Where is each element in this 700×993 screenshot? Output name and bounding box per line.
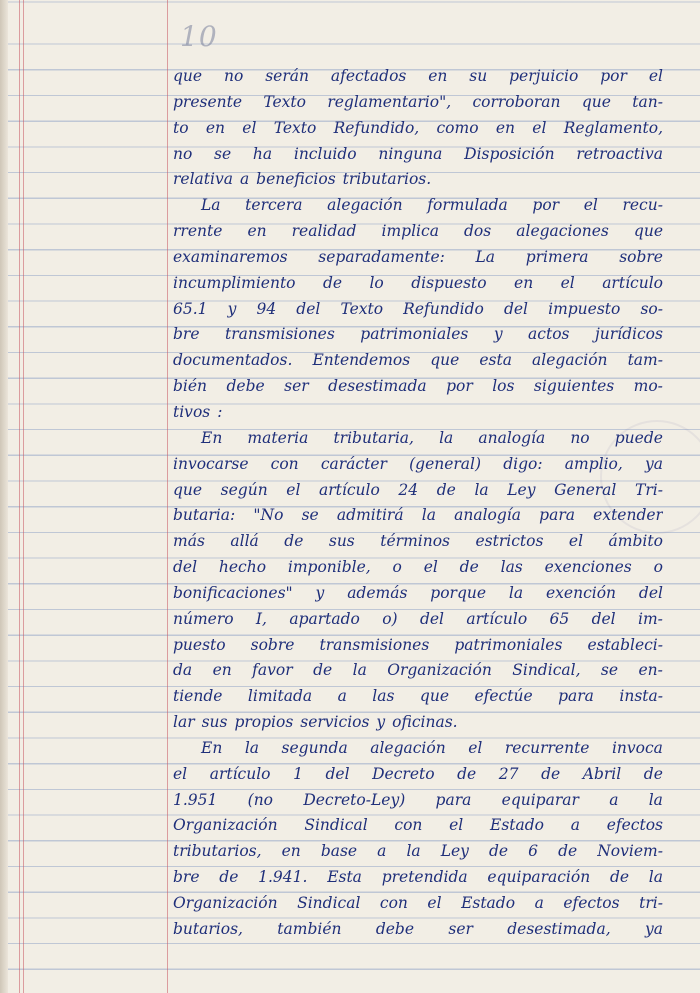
binding-edge [0, 0, 8, 993]
text-word: Texto [273, 118, 317, 137]
text-word: la [244, 738, 260, 757]
text-line [173, 555, 663, 581]
text-word: del [503, 299, 529, 318]
text-word: del [173, 558, 198, 577]
text-word: el [427, 894, 442, 912]
text-word: el [242, 118, 257, 137]
text-word: to [173, 118, 189, 137]
text-word: que [581, 92, 611, 111]
text-word: de [558, 842, 578, 861]
text-word: estableci- [587, 635, 663, 654]
text-word: de [609, 868, 630, 887]
text-word: jurídicos [594, 325, 663, 344]
text-word: Texto [340, 299, 384, 318]
text-word: también [277, 919, 342, 938]
text-line [173, 219, 663, 245]
handwritten-text [173, 64, 663, 943]
text-word: Ley [507, 480, 536, 499]
text-word: artículo [319, 480, 380, 499]
text-word: y [227, 299, 237, 318]
text-word: bre [173, 325, 200, 344]
text-word: efectúe [474, 687, 533, 706]
text-word: patrimoniales [454, 635, 563, 654]
text-word: por [446, 377, 473, 396]
text-line [173, 452, 663, 478]
text-word: su [469, 67, 488, 85]
text-word: el [583, 196, 598, 215]
text-line [173, 865, 663, 891]
text-word: propios [234, 713, 294, 732]
text-word: artículo [466, 609, 528, 628]
text-word: no [570, 428, 590, 447]
margin-rule [23, 0, 24, 993]
text-word: de [459, 558, 479, 577]
text-word: la [421, 506, 436, 525]
text-word: exención [546, 583, 617, 602]
text-word: de [488, 842, 509, 861]
text-word: butaria: [173, 506, 236, 525]
text-word: en [428, 67, 448, 85]
text-line [173, 167, 663, 193]
text-word: número [173, 609, 234, 628]
text-word: 1.951 [173, 790, 218, 809]
text-word: a [570, 816, 580, 835]
text-word: alegaciones [516, 222, 609, 241]
text-word: a [377, 842, 387, 861]
text-word: lo [369, 273, 384, 292]
text-word: en [205, 118, 225, 137]
text-word: debe [226, 377, 265, 396]
text-word: de [313, 661, 333, 680]
text-word: con [394, 816, 423, 835]
text-word: la [406, 842, 421, 861]
text-word: de [219, 868, 239, 887]
text-word: Sindical [297, 894, 361, 912]
text-word: ha [252, 144, 273, 163]
text-word: actos [528, 325, 570, 344]
text-word: : [217, 402, 223, 421]
text-word: examinaremos [173, 247, 288, 266]
text-word: a [609, 790, 619, 809]
text-word: la [439, 428, 454, 447]
text-word: se [600, 661, 619, 680]
text-word: tam- [627, 351, 663, 370]
text-word: pretendida [381, 868, 468, 887]
text-word: favor [252, 661, 293, 680]
text-word: términos [380, 532, 451, 551]
text-word: debe [375, 919, 415, 938]
text-line [173, 245, 663, 271]
text-word: sobre [250, 635, 295, 654]
text-word: corroboran [472, 92, 561, 111]
text-word: para [435, 790, 472, 809]
text-word: se [301, 506, 319, 525]
text-word: tri- [639, 894, 663, 912]
text-word: extender [593, 506, 663, 525]
text-line [173, 271, 663, 297]
text-word: estrictos [475, 532, 544, 551]
text-word: Tri- [634, 480, 663, 499]
text-line [173, 813, 663, 839]
text-word: da [173, 661, 193, 680]
text-word: y [315, 583, 325, 602]
text-word: afectados [330, 67, 407, 85]
text-word: de [284, 532, 304, 551]
text-word: puede [614, 428, 663, 447]
text-word: incluido [293, 144, 357, 163]
text-word: Esta [327, 868, 362, 887]
text-word: el [449, 816, 464, 835]
text-word: patrimoniales [360, 325, 469, 344]
text-line [173, 891, 663, 917]
text-word: de [643, 764, 663, 783]
text-line [173, 116, 663, 142]
text-word: de [457, 764, 477, 783]
text-word: Estado [490, 816, 544, 835]
text-word: admitirá [336, 506, 404, 525]
text-word: Estado [461, 894, 516, 912]
text-line [173, 710, 663, 736]
text-word: en [514, 273, 534, 292]
text-line [173, 64, 663, 90]
text-word: o [653, 558, 663, 577]
text-word: 6 [528, 842, 539, 861]
text-line [173, 426, 663, 452]
text-word: Texto [263, 92, 306, 111]
text-word: como [436, 118, 479, 137]
text-word: Refundido [403, 299, 484, 318]
text-word: en [212, 661, 232, 680]
text-word: serán [265, 67, 309, 85]
text-word: el [468, 738, 483, 757]
text-word: reglamentario", [327, 92, 452, 111]
text-word: perjuicio [509, 67, 579, 85]
text-word: primera [525, 247, 589, 266]
text-word: la [648, 790, 663, 809]
text-word: que [430, 351, 460, 370]
text-word: a [239, 170, 250, 189]
text-word: del [296, 299, 321, 318]
text-word: Decreto [372, 764, 435, 783]
text-word: siguientes [533, 377, 615, 396]
text-word: invoca [611, 738, 663, 757]
text-word: digo: [503, 454, 543, 473]
text-word: alegación [327, 196, 403, 215]
text-word: Noviem- [597, 842, 663, 861]
margin-rule [167, 0, 168, 993]
text-line [173, 684, 663, 710]
text-word: sus [201, 713, 228, 732]
text-word: tributarios, [173, 842, 262, 861]
text-line [173, 788, 663, 814]
text-word: imponible, [287, 558, 371, 577]
text-word: en- [638, 661, 663, 680]
text-word: Refundido, [333, 118, 420, 137]
text-word: puesto [173, 635, 226, 654]
text-word: los [492, 377, 515, 396]
text-line [173, 297, 663, 323]
text-word: el [568, 532, 584, 551]
text-word: Organización [387, 661, 492, 680]
text-word: dos [463, 222, 492, 241]
text-word: las [500, 558, 523, 577]
text-word: ser [448, 919, 473, 938]
text-word: allá [230, 532, 259, 551]
text-word: y [376, 713, 386, 732]
text-word: alegación [532, 351, 608, 370]
text-word: Reglamento, [563, 118, 663, 137]
text-word: que [419, 687, 449, 706]
text-word: no [223, 67, 244, 85]
margin-rule [19, 0, 20, 993]
text-word: materia [247, 428, 309, 447]
text-word: de [541, 764, 561, 783]
text-word: por [532, 196, 560, 215]
text-word: tributarios. [342, 170, 432, 189]
text-line [173, 322, 663, 348]
text-word: 24 [398, 480, 419, 499]
text-word: de [436, 480, 456, 499]
text-word: bre [173, 868, 200, 887]
text-line [173, 400, 663, 426]
text-word: lar [173, 713, 195, 732]
text-word: tivos [173, 402, 211, 421]
text-word: sobre [619, 247, 663, 266]
text-word: 1 [293, 764, 303, 783]
text-word: incumplimiento [173, 273, 296, 292]
text-word: Sindical, [512, 661, 581, 680]
text-word: la [508, 583, 524, 602]
text-word: so- [640, 299, 663, 318]
text-word: servicios [300, 713, 370, 732]
text-word: relativa [173, 170, 233, 189]
text-line [173, 917, 663, 943]
text-line [173, 348, 663, 374]
text-word: en [495, 118, 515, 137]
text-word: la [352, 661, 367, 680]
text-word: base [320, 842, 358, 861]
text-line [173, 607, 663, 633]
text-word: im- [637, 609, 663, 628]
text-word: a [337, 687, 347, 706]
text-word: retroactiva [576, 144, 663, 163]
text-line [173, 90, 663, 116]
text-word: carácter [320, 454, 387, 473]
text-word: apartado [289, 609, 360, 628]
text-word: presente [173, 92, 243, 111]
text-word: el [423, 558, 438, 577]
text-word: ya [644, 454, 663, 473]
text-word: según [220, 480, 268, 499]
text-word: beneficios [256, 170, 336, 189]
text-word: La [475, 247, 496, 266]
text-word: en [281, 842, 301, 861]
text-word: el [648, 67, 663, 85]
text-word: Disposición [464, 144, 555, 163]
text-word: para [539, 506, 575, 525]
text-word: ser [284, 377, 309, 396]
text-word: las [372, 687, 395, 706]
text-word: Ley [440, 842, 469, 861]
text-word: En [201, 738, 223, 757]
text-word: que [633, 222, 663, 241]
text-word: tan- [632, 92, 663, 111]
text-word: alegación [370, 738, 446, 757]
text-word: más [173, 532, 205, 551]
text-line [173, 142, 663, 168]
text-word: desestimada, [507, 919, 611, 938]
text-word: Sindical [304, 816, 368, 835]
text-word: artículo [602, 273, 663, 292]
text-word: con [379, 894, 408, 912]
text-word: dispuesto [411, 273, 487, 292]
text-word: o) [382, 609, 398, 628]
text-word: porque [430, 583, 487, 602]
text-word: el [560, 273, 575, 292]
text-word: tiende [173, 687, 223, 706]
text-word: se [214, 144, 232, 163]
text-word: La [201, 196, 221, 215]
text-word: efectos [563, 894, 620, 912]
text-word: el [286, 480, 301, 499]
text-word: Abril [582, 764, 622, 783]
text-word: invocarse [173, 454, 249, 473]
text-word: mo- [633, 377, 663, 396]
text-word: I, [255, 609, 267, 628]
text-word: equiparación [487, 868, 591, 887]
text-word: segunda [281, 738, 348, 757]
text-word: efectos [606, 816, 663, 835]
text-word: butarios, [173, 919, 243, 938]
text-word: transmisiones [319, 635, 430, 654]
text-word: o [392, 558, 402, 577]
text-line [173, 529, 663, 555]
text-word: la [474, 480, 489, 499]
text-word: Organización [173, 816, 278, 835]
text-word: que [173, 480, 203, 499]
text-word: exenciones [544, 558, 632, 577]
text-line [173, 658, 663, 684]
text-word: 27 [498, 764, 519, 783]
text-word: equiparar [501, 790, 579, 809]
text-line [173, 762, 663, 788]
text-word: documentados. [173, 351, 293, 370]
text-word: tercera [245, 196, 303, 215]
text-word: sus [328, 532, 355, 551]
text-word: desestimada [328, 377, 427, 396]
text-word: 65 [549, 609, 570, 628]
text-word: formulada [427, 196, 508, 215]
page-number: 10 [180, 20, 218, 53]
text-word: y [493, 325, 503, 344]
text-line [173, 478, 663, 504]
text-word: del [419, 609, 445, 628]
text-word: del [325, 764, 350, 783]
text-line [173, 374, 663, 400]
text-word: del [638, 583, 663, 602]
text-line [173, 633, 663, 659]
text-word: el [173, 764, 188, 783]
text-word: el [532, 118, 547, 137]
text-word: rrente [173, 222, 223, 241]
text-word: recurrente [504, 738, 590, 757]
text-word: artículo [209, 764, 271, 783]
text-word: Decreto-Ley) [303, 790, 406, 809]
text-word: en [247, 222, 267, 241]
text-word: oficinas. [392, 713, 458, 732]
text-word: esta [479, 351, 512, 370]
text-line [173, 736, 663, 762]
text-word: ámbito [608, 532, 663, 551]
text-word: a [534, 894, 544, 912]
text-line [173, 581, 663, 607]
text-word: analogía [478, 428, 546, 447]
text-word: implica [381, 222, 439, 241]
text-word: General [554, 480, 617, 499]
text-word: 94 [256, 299, 277, 318]
text-word: ya [644, 919, 663, 938]
text-word: bonificaciones" [173, 583, 293, 602]
text-word: impuesto [548, 299, 621, 318]
text-word: recu- [622, 196, 663, 215]
text-word: por [600, 67, 627, 85]
text-word: amplio, [564, 454, 623, 473]
text-word: Organización [173, 894, 278, 912]
text-word: que [173, 67, 203, 85]
text-word: transmisiones [224, 325, 335, 344]
text-word: limitada [247, 687, 313, 706]
text-word: En [201, 428, 223, 447]
text-word: del [591, 609, 616, 628]
text-line [173, 839, 663, 865]
text-word: realidad [291, 222, 357, 241]
text-word: bién [173, 377, 208, 396]
text-word: 65.1 [173, 299, 208, 318]
text-word: 1.941. [258, 868, 308, 887]
text-word: Entendemos [312, 351, 411, 370]
text-word: tributaria, [333, 428, 414, 447]
text-word: "No [253, 506, 284, 525]
text-word: insta- [619, 687, 663, 706]
text-word: (general) [409, 454, 482, 473]
text-line [173, 503, 663, 529]
text-word: analogía [454, 506, 521, 525]
text-word: para [558, 687, 594, 706]
text-word: además [347, 583, 408, 602]
text-word: con [270, 454, 299, 473]
text-word: la [648, 868, 663, 887]
text-line [173, 193, 663, 219]
text-word: no [173, 144, 193, 163]
text-word: de [322, 273, 343, 292]
text-word: ninguna [378, 144, 443, 163]
text-word: hecho [218, 558, 267, 577]
text-word: (no [247, 790, 274, 809]
text-word: separadamente: [318, 247, 445, 266]
